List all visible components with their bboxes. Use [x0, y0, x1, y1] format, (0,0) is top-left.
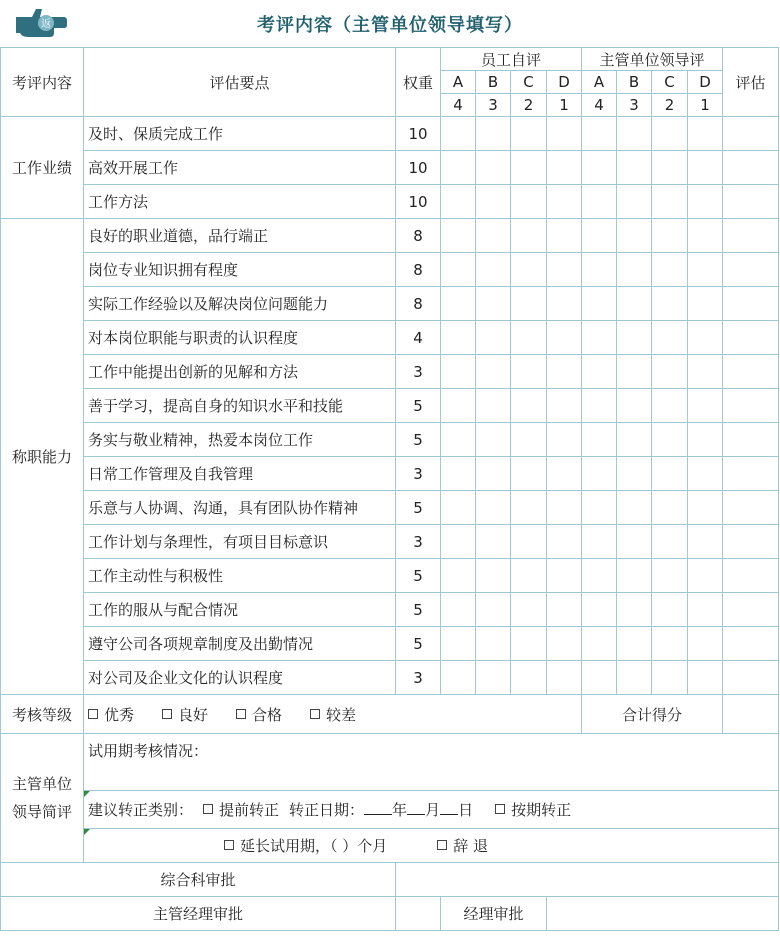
header-supervisor-eval: 主管单位领导评	[582, 48, 723, 71]
score-cell[interactable]	[547, 627, 582, 661]
assessment-cell[interactable]	[723, 423, 779, 457]
score-cell[interactable]	[441, 593, 476, 627]
table-row	[1, 423, 779, 457]
eval-weight: 3	[396, 355, 441, 389]
score-cell[interactable]	[688, 117, 723, 151]
eval-point: 及时、保质完成工作	[84, 117, 396, 151]
table-row	[1, 253, 779, 287]
score-cell[interactable]	[688, 559, 723, 593]
eval-weight: 5	[396, 627, 441, 661]
eval-weight: 10	[396, 151, 441, 185]
header-content: 考评内容	[1, 48, 84, 117]
assessment-cell[interactable]	[723, 457, 779, 491]
assessment-cell[interactable]	[723, 151, 779, 185]
header-assessment: 评估	[723, 48, 779, 117]
score-cell[interactable]	[617, 287, 652, 321]
supervisor-grades-1: B	[617, 71, 652, 94]
score-cell[interactable]	[441, 559, 476, 593]
probation-label: 试用期考核情况：	[88, 742, 209, 760]
eval-point: 善于学习，提高自身的知识水平和技能	[84, 389, 396, 423]
year-label: 年	[392, 801, 408, 819]
score-cell[interactable]	[582, 661, 617, 695]
score-cell[interactable]	[476, 117, 511, 151]
score-cell[interactable]	[476, 559, 511, 593]
score-cell[interactable]	[547, 355, 582, 389]
score-cell[interactable]	[582, 219, 617, 253]
ontime-label: 按期转正	[511, 801, 572, 819]
score-cell[interactable]	[652, 151, 688, 185]
self-scores-1: 3	[476, 94, 511, 117]
supervisor-scores-3: 1	[688, 94, 723, 117]
eval-point: 乐意与人协调、沟通，具有团队协作精神	[84, 491, 396, 525]
score-cell[interactable]	[547, 151, 582, 185]
eval-point: 高效开展工作	[84, 151, 396, 185]
table-row	[1, 491, 779, 525]
score-cell[interactable]	[476, 287, 511, 321]
score-cell[interactable]	[476, 525, 511, 559]
gm-approval-label: 经理审批	[441, 897, 547, 931]
eval-weight: 8	[396, 253, 441, 287]
eval-point: 工作中能提出创新的见解和方法	[84, 355, 396, 389]
score-cell[interactable]	[652, 117, 688, 151]
score-cell[interactable]	[511, 389, 547, 423]
score-cell[interactable]	[582, 491, 617, 525]
score-cell[interactable]	[511, 593, 547, 627]
assessment-cell[interactable]	[723, 627, 779, 661]
top-bar	[0, 0, 780, 47]
score-cell[interactable]	[582, 457, 617, 491]
score-cell[interactable]	[511, 253, 547, 287]
table-row	[1, 321, 779, 355]
score-cell[interactable]	[582, 593, 617, 627]
table-row	[1, 661, 779, 695]
score-cell[interactable]	[511, 287, 547, 321]
supervisor-scores-2: 2	[652, 94, 688, 117]
score-cell[interactable]	[476, 389, 511, 423]
eval-weight: 3	[396, 457, 441, 491]
score-cell[interactable]	[617, 593, 652, 627]
score-cell[interactable]	[476, 457, 511, 491]
eval-point: 遵守公司各项规章制度及出勤情况	[84, 627, 396, 661]
score-cell[interactable]	[476, 491, 511, 525]
score-cell[interactable]	[441, 457, 476, 491]
green-corner-marker	[84, 829, 90, 835]
section-label: 称职能力	[1, 219, 84, 695]
extend-cell	[84, 829, 779, 863]
score-cell[interactable]	[547, 117, 582, 151]
supervisor-scores-0: 4	[582, 94, 617, 117]
table-row	[1, 185, 779, 219]
score-cell[interactable]	[688, 219, 723, 253]
checkbox[interactable]	[88, 709, 98, 719]
score-cell[interactable]	[652, 287, 688, 321]
score-cell[interactable]	[476, 219, 511, 253]
score-cell[interactable]	[617, 151, 652, 185]
eval-point: 良好的职业道德，品行端正	[84, 219, 396, 253]
score-cell[interactable]	[617, 423, 652, 457]
assessment-cell[interactable]	[723, 491, 779, 525]
table-row	[1, 389, 779, 423]
header-weight: 权重	[396, 48, 441, 117]
score-cell[interactable]	[582, 253, 617, 287]
score-cell[interactable]	[652, 219, 688, 253]
eval-weight: 10	[396, 185, 441, 219]
eval-point: 对公司及企业文化的认识程度	[84, 661, 396, 695]
eval-point: 实际工作经验以及解决岗位问题能力	[84, 287, 396, 321]
assessment-cell[interactable]	[723, 355, 779, 389]
self-scores-0: 4	[441, 94, 476, 117]
score-cell[interactable]	[441, 117, 476, 151]
score-cell[interactable]	[652, 559, 688, 593]
grade-option-label: 较差	[326, 705, 357, 724]
checkbox[interactable]	[162, 709, 172, 719]
assessment-cell[interactable]	[723, 559, 779, 593]
dismiss-checkbox[interactable]	[437, 840, 447, 850]
score-cell[interactable]	[688, 457, 723, 491]
score-cell[interactable]	[617, 321, 652, 355]
score-cell[interactable]	[652, 321, 688, 355]
score-cell[interactable]	[582, 627, 617, 661]
score-cell[interactable]	[476, 253, 511, 287]
grade-option-label: 良好	[178, 705, 209, 724]
grade-option[interactable]	[88, 706, 134, 724]
eval-weight: 3	[396, 661, 441, 695]
score-cell[interactable]	[547, 457, 582, 491]
score-cell[interactable]	[617, 355, 652, 389]
score-cell[interactable]	[547, 593, 582, 627]
table-row	[1, 151, 779, 185]
score-cell[interactable]	[476, 151, 511, 185]
score-cell[interactable]	[582, 525, 617, 559]
assessment-cell[interactable]	[723, 185, 779, 219]
extend-label: 延长试用期，（ ）个月	[240, 837, 388, 855]
score-cell[interactable]	[547, 389, 582, 423]
score-cell[interactable]	[652, 355, 688, 389]
assessment-cell[interactable]	[723, 219, 779, 253]
score-cell[interactable]	[441, 151, 476, 185]
score-cell[interactable]	[688, 355, 723, 389]
score-cell[interactable]	[476, 661, 511, 695]
score-cell[interactable]	[652, 457, 688, 491]
grade-option-label: 合格	[252, 705, 283, 724]
checkbox[interactable]	[310, 709, 320, 719]
score-cell[interactable]	[688, 321, 723, 355]
grade-option[interactable]	[162, 706, 208, 724]
score-cell[interactable]	[547, 491, 582, 525]
supervisor-scores-1: 3	[617, 94, 652, 117]
score-cell[interactable]	[688, 253, 723, 287]
score-cell[interactable]	[652, 185, 688, 219]
section-label: 工作业绩	[1, 117, 84, 219]
eval-point: 对本岗位职能与职责的认识程度	[84, 321, 396, 355]
score-cell[interactable]	[688, 491, 723, 525]
review-label-line2: 领导简评	[11, 803, 72, 821]
eval-point: 工作计划与条理性，有项目目标意识	[84, 525, 396, 559]
table-row	[1, 593, 779, 627]
checkbox[interactable]	[236, 709, 246, 719]
score-cell[interactable]	[547, 525, 582, 559]
date-year-input[interactable]	[364, 800, 392, 815]
score-cell[interactable]	[476, 321, 511, 355]
self-grades-1: B	[476, 71, 511, 94]
self-scores-3: 1	[547, 94, 582, 117]
score-cell[interactable]	[582, 185, 617, 219]
score-cell[interactable]	[476, 627, 511, 661]
table-row	[1, 287, 779, 321]
score-cell[interactable]	[441, 355, 476, 389]
score-cell[interactable]	[511, 627, 547, 661]
score-cell[interactable]	[652, 661, 688, 695]
score-cell[interactable]	[617, 219, 652, 253]
ontime-checkbox[interactable]	[495, 804, 505, 814]
self-grades-2: C	[511, 71, 547, 94]
score-cell[interactable]	[652, 491, 688, 525]
grade-options	[84, 695, 582, 734]
score-cell[interactable]	[652, 423, 688, 457]
suggest-label: 建议转正类别：	[88, 801, 194, 819]
review-label	[1, 734, 84, 863]
svg-text:返: 返	[41, 19, 51, 30]
score-cell[interactable]	[441, 219, 476, 253]
table-row	[1, 219, 779, 253]
score-cell[interactable]	[441, 253, 476, 287]
score-cell[interactable]	[511, 185, 547, 219]
score-cell[interactable]	[688, 151, 723, 185]
general-approval-field[interactable]	[396, 863, 779, 897]
score-cell[interactable]	[688, 423, 723, 457]
score-cell[interactable]	[617, 525, 652, 559]
table-row	[1, 355, 779, 389]
score-cell[interactable]	[652, 627, 688, 661]
eval-weight: 5	[396, 559, 441, 593]
score-cell[interactable]	[441, 423, 476, 457]
assessment-cell[interactable]	[723, 389, 779, 423]
eval-weight: 8	[396, 219, 441, 253]
score-cell[interactable]	[547, 219, 582, 253]
score-cell[interactable]	[688, 525, 723, 559]
score-cell[interactable]	[441, 627, 476, 661]
eval-weight: 8	[396, 287, 441, 321]
score-cell[interactable]	[511, 661, 547, 695]
score-cell[interactable]	[511, 321, 547, 355]
score-cell[interactable]	[511, 457, 547, 491]
score-cell[interactable]	[582, 287, 617, 321]
score-cell[interactable]	[617, 185, 652, 219]
grade-label: 考核等级	[1, 695, 84, 734]
day-label: 日	[458, 801, 474, 819]
score-cell[interactable]	[441, 525, 476, 559]
assessment-cell[interactable]	[723, 287, 779, 321]
probation-cell[interactable]	[84, 734, 779, 791]
score-cell[interactable]	[688, 627, 723, 661]
eval-weight: 4	[396, 321, 441, 355]
header-points: 评估要点	[84, 48, 396, 117]
supervisor-grades-2: C	[652, 71, 688, 94]
extend-checkbox[interactable]	[224, 840, 234, 850]
date-day-input[interactable]	[440, 800, 458, 815]
score-cell[interactable]	[441, 389, 476, 423]
score-cell[interactable]	[617, 559, 652, 593]
score-cell[interactable]	[582, 423, 617, 457]
score-cell[interactable]	[441, 185, 476, 219]
score-cell[interactable]	[617, 457, 652, 491]
assessment-cell[interactable]	[723, 117, 779, 151]
score-cell[interactable]	[547, 423, 582, 457]
score-cell[interactable]	[652, 253, 688, 287]
dismiss-label: 辞 退	[453, 837, 489, 855]
manager-approval-label: 主管经理审批	[1, 897, 396, 931]
table-row	[1, 117, 779, 151]
early-checkbox[interactable]	[203, 804, 213, 814]
supervisor-grades-0: A	[582, 71, 617, 94]
score-cell[interactable]	[688, 389, 723, 423]
eval-weight: 5	[396, 593, 441, 627]
general-approval-label: 综合科审批	[1, 863, 396, 897]
eval-point: 务实与敬业精神，热爱本岗位工作	[84, 423, 396, 457]
score-cell[interactable]	[511, 355, 547, 389]
score-cell[interactable]	[617, 661, 652, 695]
early-label: 提前转正	[219, 801, 280, 819]
score-cell[interactable]	[547, 321, 582, 355]
score-cell[interactable]	[582, 559, 617, 593]
month-label: 月	[425, 801, 441, 819]
evaluation-table	[0, 47, 779, 931]
grade-option[interactable]	[310, 706, 356, 724]
page-title: 考评内容（主管单位领导填写）	[257, 15, 523, 36]
score-cell[interactable]	[652, 593, 688, 627]
eval-weight: 5	[396, 423, 441, 457]
table-row	[1, 627, 779, 661]
score-cell[interactable]	[511, 219, 547, 253]
score-cell[interactable]	[476, 423, 511, 457]
score-cell[interactable]	[547, 661, 582, 695]
score-cell[interactable]	[476, 593, 511, 627]
score-cell[interactable]	[511, 559, 547, 593]
score-cell[interactable]	[547, 185, 582, 219]
assessment-cell[interactable]	[723, 525, 779, 559]
assessment-cell[interactable]	[723, 661, 779, 695]
grade-option[interactable]	[236, 706, 282, 724]
score-cell[interactable]	[511, 423, 547, 457]
green-corner-marker	[84, 791, 90, 797]
self-grades-3: D	[547, 71, 582, 94]
score-cell[interactable]	[476, 355, 511, 389]
score-cell[interactable]	[441, 321, 476, 355]
score-cell[interactable]	[547, 559, 582, 593]
eval-weight: 5	[396, 491, 441, 525]
score-cell[interactable]	[617, 117, 652, 151]
score-cell[interactable]	[582, 355, 617, 389]
score-cell[interactable]	[582, 389, 617, 423]
score-cell[interactable]	[617, 491, 652, 525]
eval-point: 工作方法	[84, 185, 396, 219]
score-cell[interactable]	[511, 491, 547, 525]
grade-option-label: 优秀	[104, 705, 135, 724]
date-label: 转正日期：	[289, 801, 365, 819]
assessment-cell[interactable]	[723, 253, 779, 287]
eval-weight: 3	[396, 525, 441, 559]
score-cell[interactable]	[688, 185, 723, 219]
score-cell[interactable]	[511, 151, 547, 185]
total-score-cell[interactable]	[723, 695, 779, 734]
score-cell[interactable]	[688, 593, 723, 627]
eval-point: 工作的服从与配合情况	[84, 593, 396, 627]
supervisor-grades-3: D	[688, 71, 723, 94]
score-cell[interactable]	[582, 321, 617, 355]
score-cell[interactable]	[652, 525, 688, 559]
score-cell[interactable]	[582, 151, 617, 185]
score-cell[interactable]	[547, 253, 582, 287]
table-row	[1, 457, 779, 491]
score-cell[interactable]	[441, 491, 476, 525]
score-cell[interactable]	[617, 253, 652, 287]
score-cell[interactable]	[476, 185, 511, 219]
score-cell[interactable]	[688, 287, 723, 321]
assessment-cell[interactable]	[723, 593, 779, 627]
review-label-line1: 主管单位	[11, 775, 72, 793]
score-cell[interactable]	[441, 287, 476, 321]
assessment-cell[interactable]	[723, 321, 779, 355]
date-month-input[interactable]	[407, 800, 425, 815]
score-cell[interactable]	[511, 525, 547, 559]
total-label: 合计得分	[582, 695, 723, 734]
eval-point: 岗位专业知识拥有程度	[84, 253, 396, 287]
manager-approval-field[interactable]	[396, 897, 441, 931]
self-grades-0: A	[441, 71, 476, 94]
score-cell[interactable]	[617, 627, 652, 661]
eval-point: 日常工作管理及自我管理	[84, 457, 396, 491]
eval-point: 工作主动性与积极性	[84, 559, 396, 593]
score-cell[interactable]	[688, 661, 723, 695]
score-cell[interactable]	[547, 287, 582, 321]
gm-approval-field[interactable]	[547, 897, 779, 931]
score-cell[interactable]	[652, 389, 688, 423]
score-cell[interactable]	[441, 661, 476, 695]
header-self-eval: 员工自评	[441, 48, 582, 71]
score-cell[interactable]	[511, 117, 547, 151]
eval-weight: 10	[396, 117, 441, 151]
suggest-cell	[84, 791, 779, 829]
score-cell[interactable]	[582, 117, 617, 151]
table-row	[1, 525, 779, 559]
self-scores-2: 2	[511, 94, 547, 117]
table-row	[1, 559, 779, 593]
score-cell[interactable]	[617, 389, 652, 423]
eval-weight: 5	[396, 389, 441, 423]
